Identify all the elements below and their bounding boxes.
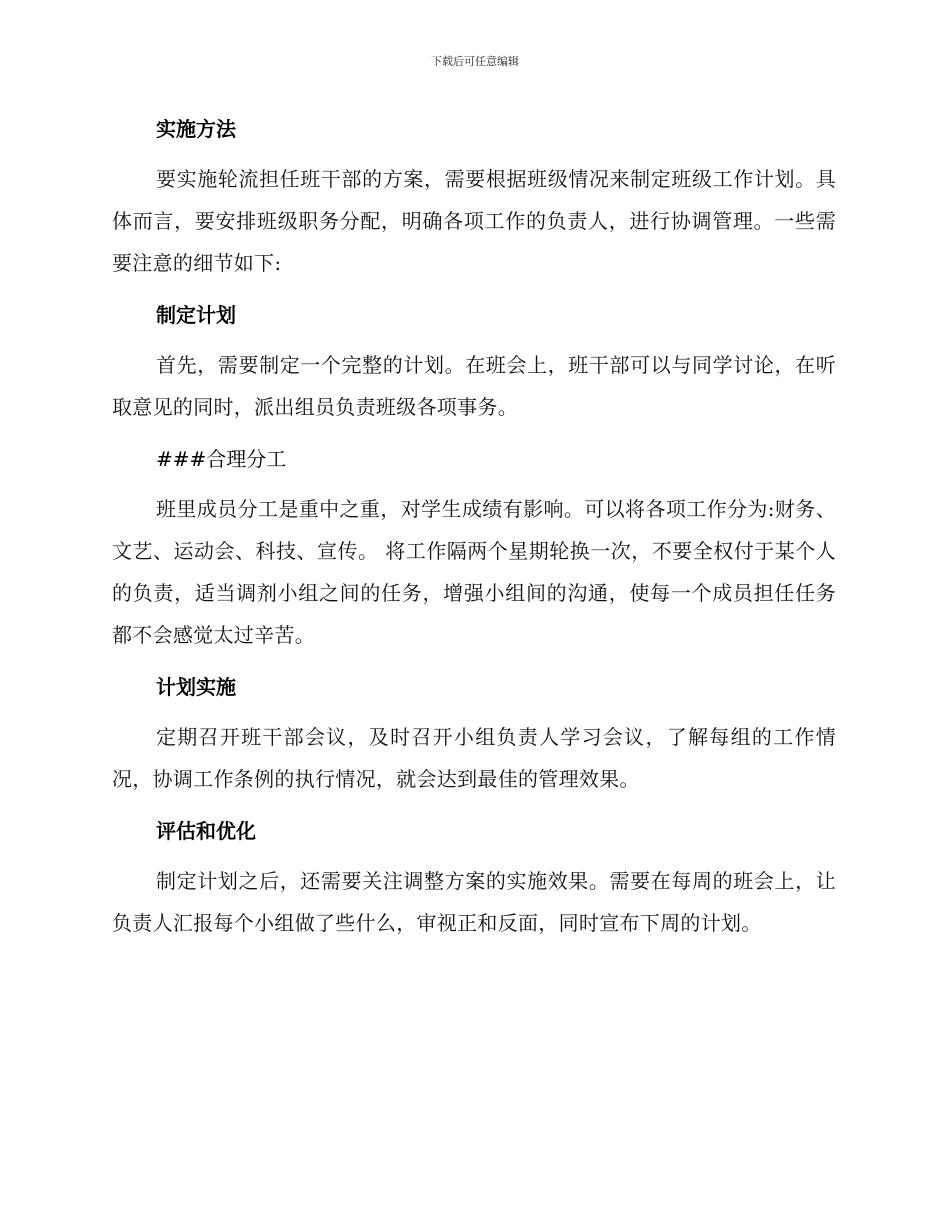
section-heading-evaluation-optimization: 评估和优化: [156, 819, 256, 843]
section-heading-plan-execution: 计划实施: [156, 675, 236, 699]
document-body: [112, 108, 836, 944]
section-paragraph-evaluation-optimization: 制定计划之后，还需要关注调整方案的实施效果。需要在每周的班会上，让负责人汇报每个小组做了些什么，审视正和反面，同时宣布下周的计划。: [112, 869, 836, 935]
section-paragraph-implementation-method: 要实施轮流担任班干部的方案，需要根据班级情况来制定班级工作计划。具体而言，要安排班级职务分配，明确各项工作的负责人，进行协调管理。一些需要注意的细节如下:: [112, 167, 836, 275]
section-paragraph-division-of-labor: 班里成员分工是重中之重，对学生成绩有影响。可以将各项工作分为:财务、文艺、运动会、科技、宣传。 将工作隔两个星期轮换一次，不要全权付于某个人的负责，适当调剂小组之间的任务，增强小组间的沟通，使每一个成员担任任务都不会感觉太过辛苦。: [112, 497, 836, 647]
section-heading-division-of-labor: ###合理分工: [156, 447, 287, 471]
page-header: 下载后可任意编辑: [431, 55, 519, 68]
section-heading-make-plan: 制定计划: [156, 303, 236, 327]
section-paragraph-make-plan: 首先，需要制定一个完整的计划。在班会上，班干部可以与同学讨论，在听取意见的同时，派出组员负责班级各项事务。: [112, 353, 836, 419]
section-heading-implementation-method: 实施方法: [156, 117, 236, 141]
section-paragraph-plan-execution: 定期召开班干部会议，及时召开小组负责人学习会议，了解每组的工作情况，协调工作条例的执行情况，就会达到最佳的管理效果。: [112, 725, 836, 791]
